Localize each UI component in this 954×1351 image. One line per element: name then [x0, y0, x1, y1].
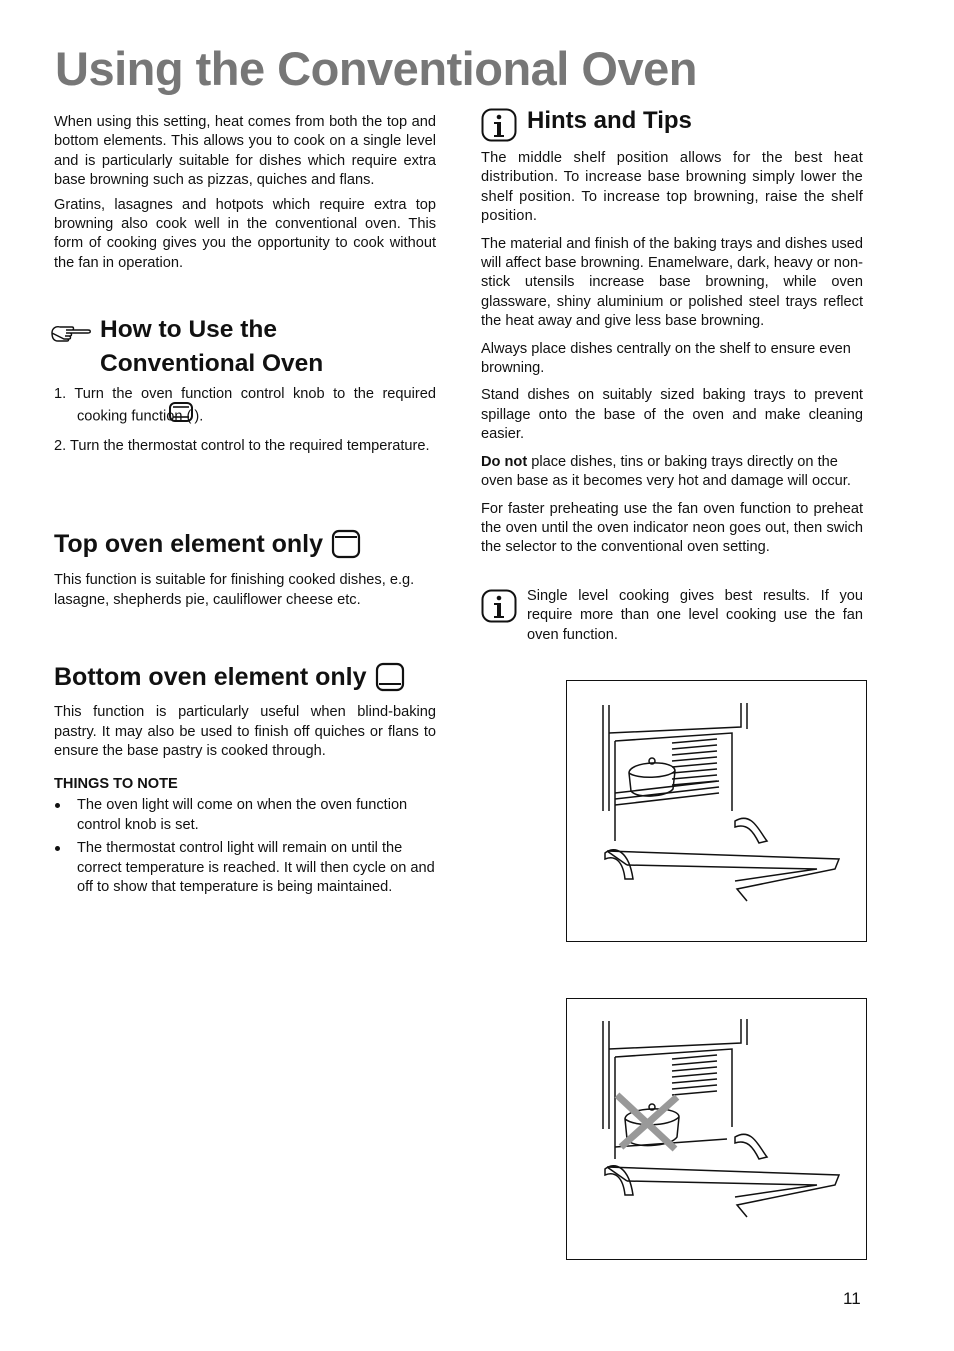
hints-paragraph-4: Stand dishes on suitably sized baking trays to prevent spillage onto the base of the oven and make cleaning easier. [481, 387, 863, 443]
info-note-text: Single level cooking gives best results. If you require more than one level cooking use the fan oven function. [527, 588, 863, 643]
top-element-text: This function is suitable for finishing cooked dishes, e.g. lasagne, shepherds pie, cauliflower cheese etc. [54, 572, 415, 608]
note-item-text: The oven light will come on when the oven function control knob is set. [77, 797, 408, 833]
intro-section [54, 113, 436, 273]
oven-dish-on-shelf-illustration [566, 680, 867, 942]
bottom-element-section [54, 660, 436, 902]
things-to-note-list [54, 796, 436, 897]
list-item [54, 796, 436, 835]
intro-paragraph-2: Gratins, lasagnes and hotpots which require extra top browning also cook well in the conventional oven. This form of cooking gives you the opportunity to cook without the fan in operation. [54, 196, 436, 271]
things-to-note-heading: THINGS TO NOTE [54, 776, 178, 793]
top-element-section [54, 527, 436, 610]
bottom-element-heading: Bottom oven element only [54, 663, 367, 691]
page-number: 11 [843, 1289, 861, 1308]
list-item [54, 839, 436, 897]
hints-section [481, 106, 863, 558]
top-element-heading: Top oven element only [54, 530, 324, 558]
hints-paragraph-5-rest: place dishes, tins or baking trays directly on the oven base as it becomes very hot and damage will occur. [481, 453, 851, 490]
info-note [481, 587, 863, 645]
info-icon [481, 108, 517, 147]
oven-dish-on-base-crossed-illustration [566, 998, 867, 1260]
note-item-text: The thermostat control light will remain on until the correct temperature is reached. It will then cycle on and off to show that temperature is being maintained. [77, 840, 435, 896]
intro-paragraph-1: When using this setting, heat comes from both the top and bottom elements. This allows you to cook on a single level and is particularly suitable for dishes which require extra base browning such as pizzas, quiches and flans. [54, 114, 436, 189]
how-to-heading-line2: Conventional Oven [100, 350, 324, 377]
hints-heading: Hints and Tips [527, 107, 692, 134]
hints-paragraph-2: The material and finish of the baking trays and dishes used will affect base browning. Enamelware, dark, heavy or non-stick utensils increase base browning, while oven glassware, shiny aluminium or polished steel trays reflect the heat away and give less base browning. [481, 235, 863, 330]
how-to-section [50, 313, 440, 456]
how-to-step-1-text: 1. Turn the oven function control knob to the required cooking function ( [54, 386, 436, 425]
pointing-hand-icon [50, 319, 92, 348]
hints-paragraph-3: Always place dishes centrally on the shelf to ensure even browning. [481, 340, 851, 377]
page-title: Using the Conventional Oven [55, 42, 697, 95]
info-icon [481, 589, 517, 628]
hints-paragraph-1: The middle shelf position allows for the best heat distribution. To increase base browning simply lower the shelf position. To increase top browning, raise the shelf position. [481, 150, 863, 225]
bottom-element-text: This function is particularly useful when blind-baking pastry. It may also be used to finish off quiches or flans to ensure the base pastry is cooked through. [54, 704, 436, 760]
hints-paragraph-6: For faster preheating use the fan oven function to preheat the oven until the oven indicator neon goes out, then swich the selector to the conventional oven setting. [481, 500, 863, 556]
bullet-icon [55, 803, 60, 808]
hints-paragraph-5 [481, 453, 863, 492]
how-to-step-2: 2. Turn the thermostat control to the required temperature. [54, 437, 430, 454]
top-element-icon [331, 529, 361, 564]
hints-paragraph-5-bold: Do not [481, 453, 528, 470]
bullet-icon [55, 846, 60, 851]
how-to-step-1-suffix: ). [194, 408, 204, 425]
how-to-heading-line1: How to Use the [100, 316, 277, 343]
bottom-element-icon [375, 662, 405, 697]
how-to-step-1 [54, 385, 436, 430]
